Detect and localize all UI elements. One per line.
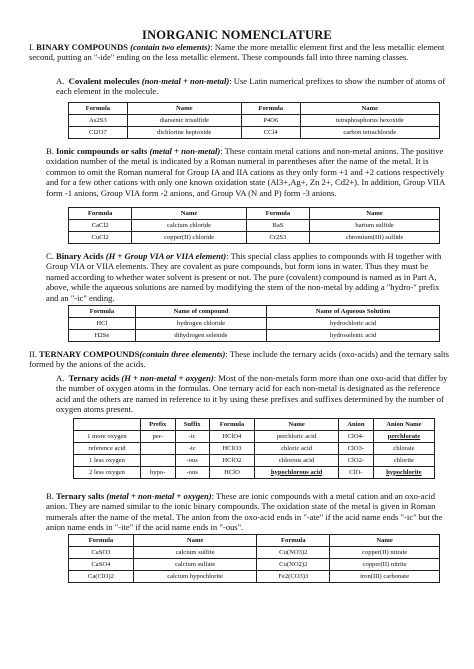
table-cell: per- bbox=[140, 431, 175, 443]
table-cell: 1 less oxygen bbox=[74, 455, 141, 467]
section-number: A. bbox=[56, 76, 65, 86]
table-header-row bbox=[69, 208, 440, 220]
table-header-row bbox=[74, 419, 435, 431]
section-subheading: (contain three elements) bbox=[139, 349, 226, 359]
table-cell: -ous bbox=[175, 455, 209, 467]
section-number: B. bbox=[46, 491, 54, 501]
section-heading: Covalent molecules bbox=[68, 76, 140, 86]
document-title: INORGANIC NOMENCLATURE bbox=[142, 28, 332, 42]
table-cell: calcium chloride bbox=[132, 220, 246, 232]
table-cell: -ic bbox=[175, 431, 209, 443]
table-row bbox=[74, 455, 435, 467]
section-ternary-compounds bbox=[29, 349, 449, 370]
table-cell: reference acid bbox=[74, 443, 141, 455]
table-row bbox=[69, 318, 440, 330]
table-cell: CCl4 bbox=[241, 127, 300, 139]
table-cell: As2S3 bbox=[69, 115, 128, 127]
section-binary-compounds bbox=[29, 42, 449, 63]
section-subheading: (H + non-metal + oxygen) bbox=[121, 373, 214, 383]
table-row bbox=[74, 443, 435, 455]
table-header-row bbox=[69, 535, 440, 547]
section-subheading: (contain two elements) bbox=[130, 42, 211, 52]
section-ionic-compounds bbox=[46, 146, 449, 198]
table-cell: perchloric acid bbox=[255, 431, 339, 443]
column-header: Formula bbox=[69, 306, 136, 318]
section-subheading: (metal + non-metal) bbox=[149, 146, 221, 156]
table-cell: H2Se bbox=[69, 330, 136, 342]
ternary-salts-table bbox=[68, 534, 440, 583]
section-number: B. bbox=[46, 146, 54, 156]
section-heading: Ternary acids bbox=[68, 373, 120, 383]
table-cell: copper(II) nitrate bbox=[330, 547, 440, 559]
table-cell: BaS bbox=[246, 220, 309, 232]
column-header: Formula bbox=[69, 103, 128, 115]
table-cell: hypochlorite bbox=[373, 467, 434, 479]
table-cell: barium sulfide bbox=[310, 220, 440, 232]
table-cell bbox=[140, 443, 175, 455]
table-cell: hydroselenic acid bbox=[267, 330, 440, 342]
column-header: Name bbox=[132, 208, 246, 220]
table-cell: 1 more oxygen bbox=[74, 431, 141, 443]
table-cell: hypo- bbox=[140, 467, 175, 479]
table-row bbox=[74, 467, 435, 479]
covalent-table bbox=[68, 102, 440, 139]
table-cell: Cu(NO2)2 bbox=[257, 559, 330, 571]
binary-acids-table bbox=[68, 305, 440, 342]
table-cell: iron(III) carbonate bbox=[330, 571, 440, 583]
table-cell: -ic bbox=[175, 443, 209, 455]
column-header: Name bbox=[133, 535, 257, 547]
table-row bbox=[69, 220, 440, 232]
ionic-table bbox=[68, 207, 440, 244]
section-number: A. bbox=[56, 373, 65, 383]
table-cell: dihydrogen selenide bbox=[135, 330, 266, 342]
column-header: Name of Aqueous Solution bbox=[267, 306, 440, 318]
column-header: Name bbox=[255, 419, 339, 431]
column-header: Name bbox=[300, 103, 439, 115]
table-cell: 2 less oxygen bbox=[74, 467, 141, 479]
table-cell: CuCl2 bbox=[69, 232, 132, 244]
table-cell: CaSO3 bbox=[69, 547, 134, 559]
table-cell: copper(II) chloride bbox=[132, 232, 246, 244]
section-number: I. bbox=[29, 42, 35, 52]
table-cell: Cu(NO3)2 bbox=[257, 547, 330, 559]
table-cell: Cr2S3 bbox=[246, 232, 309, 244]
table-row bbox=[74, 431, 435, 443]
table-row bbox=[69, 559, 440, 571]
table-cell: diarsenic trisulfide bbox=[127, 115, 241, 127]
column-header: Anion bbox=[338, 419, 373, 431]
column-header: Name bbox=[127, 103, 241, 115]
table-cell: CaSO4 bbox=[69, 559, 134, 571]
table-cell: calcium sulfite bbox=[133, 547, 257, 559]
table-cell: dichlorine heptoxide bbox=[127, 127, 241, 139]
section-heading: Ternary salts bbox=[56, 491, 105, 501]
section-text: : These contain metal cations and non-metal anions. The positive oxidation number of the metal is indicated by a Roman numeral in parentheses after the name of the metal. It is common to omit the Roman numeral for Group IA and IIA cations as they only form +1 and +2 cations respectively and for a few other cations with only one known oxidation state (Al3+,Ag+, Zn 2+, Cd2+). In addition, Group VIIA form -1 anions, Group VIA form -2 anions, and Group VA (N and P) form -3 anions. bbox=[46, 146, 445, 198]
table-cell: tetraphosphorus hexoxide bbox=[300, 115, 439, 127]
table-cell: HClO bbox=[209, 467, 254, 479]
table-cell: ClO3- bbox=[338, 443, 373, 455]
section-text: : Most of the non-metals form more than one oxo-acid that differ by the number of oxygen atoms in the formulas. One ternary acid for each non-metal is designated as the reference acid and the others are named in reference to it by using these prefixes and suffixes determined by the number of oxygen atoms present. bbox=[56, 373, 448, 415]
section-text: : Use Latin numerical prefixes to show the number of atoms of each element in the molecule. bbox=[56, 76, 446, 97]
column-header: Formula bbox=[69, 208, 132, 220]
section-subheading: (non-metal + non-metal) bbox=[141, 76, 230, 86]
ternary-acids-table bbox=[73, 418, 435, 479]
table-cell: HClO4 bbox=[209, 431, 254, 443]
section-binary-acids bbox=[46, 251, 449, 303]
table-cell: Ca(ClO)2 bbox=[69, 571, 134, 583]
table-cell: copper(II) nitrite bbox=[330, 559, 440, 571]
table-cell: HCl bbox=[69, 318, 136, 330]
section-number: C. bbox=[46, 251, 54, 261]
table-cell: CaCl2 bbox=[69, 220, 132, 232]
column-header: Name bbox=[310, 208, 440, 220]
table-cell: ClO2- bbox=[338, 455, 373, 467]
table-header-row bbox=[69, 103, 440, 115]
section-ternary-salts bbox=[46, 491, 449, 533]
column-header: Anion Name bbox=[373, 419, 434, 431]
table-cell: ClO4- bbox=[338, 431, 373, 443]
table-cell: chloric acid bbox=[255, 443, 339, 455]
section-heading: BINARY COMPOUNDS bbox=[36, 42, 128, 52]
table-cell bbox=[140, 455, 175, 467]
table-cell: hydrogen chloride bbox=[135, 318, 266, 330]
section-covalent-molecules bbox=[56, 76, 449, 97]
table-cell: hypochlorous acid bbox=[255, 467, 339, 479]
section-heading: Ionic compounds or salts bbox=[56, 146, 148, 156]
column-header bbox=[74, 419, 141, 431]
section-heading: Binary Acids bbox=[56, 251, 104, 261]
section-ternary-acids bbox=[56, 373, 449, 415]
table-header-row bbox=[69, 306, 440, 318]
section-number: II. bbox=[29, 349, 37, 359]
table-cell: Fe2(CO3)3 bbox=[257, 571, 330, 583]
table-cell: ClO- bbox=[338, 467, 373, 479]
section-subheading: (metal + non-metal + oxygen) bbox=[106, 491, 212, 501]
table-row bbox=[69, 330, 440, 342]
column-header: Name of compound bbox=[135, 306, 266, 318]
table-cell: chlorate bbox=[373, 443, 434, 455]
section-text: : Name the more metallic element first and the less metallic element second, putting an "-ide" ending on the less metallic element. These compounds fall into three naming classes. bbox=[29, 42, 445, 63]
table-cell: chlorite bbox=[373, 455, 434, 467]
table-row bbox=[69, 232, 440, 244]
table-cell: perchlorate bbox=[373, 431, 434, 443]
column-header: Name bbox=[330, 535, 440, 547]
table-cell: calcium hypochlorite bbox=[133, 571, 257, 583]
section-text: : These are ionic compounds with a metal cation and an oxo-acid anion. They are named similar to the ionic binary compounds. The oxidation state of the metal is given in Roman numerals after the name of the metal. The anion from the oxo-acid ends in "-ate" if the acid name ends "-ic" but the anion name ends in "-ite" if the acid name ends in "-ous". bbox=[46, 491, 443, 533]
table-cell: calcium sulfate bbox=[133, 559, 257, 571]
section-text: : This special class applies to compounds with H together with Group VIA or VIIA elements. They are covalent as pure compounds, but form ions in water. Thus they must be named according to whether water solvent is present or not. The pure (covalent) compound is named as in Part A, above, while the aqueous solutions are named by modifying the stem of the non-metal by adding a "hydro-" prefix and an "-ic" ending. bbox=[46, 251, 442, 303]
table-cell: P4O6 bbox=[241, 115, 300, 127]
table-cell: chromium(III) sulfide bbox=[310, 232, 440, 244]
column-header: Formula bbox=[246, 208, 309, 220]
table-cell: chlorous acid bbox=[255, 455, 339, 467]
table-cell: hydrochloric acid bbox=[267, 318, 440, 330]
table-cell: HClO3 bbox=[209, 443, 254, 455]
table-cell: HClO2 bbox=[209, 455, 254, 467]
section-heading: TERNARY COMPOUNDS bbox=[39, 349, 140, 359]
column-header: Formula bbox=[257, 535, 330, 547]
column-header: Formula bbox=[241, 103, 300, 115]
table-cell: Cl2O7 bbox=[69, 127, 128, 139]
column-header: Prefix bbox=[140, 419, 175, 431]
table-row bbox=[69, 571, 440, 583]
column-header: Formula bbox=[209, 419, 254, 431]
section-text: : These include the ternary acids (oxo-acids) and the ternary salts formed by the anions of the acids. bbox=[29, 349, 450, 370]
section-subheading: (H + Group VIA or VIIA element) bbox=[105, 251, 227, 261]
column-header: Suffix bbox=[175, 419, 209, 431]
table-cell: -ous bbox=[175, 467, 209, 479]
column-header: Formula bbox=[69, 535, 134, 547]
table-row bbox=[69, 127, 440, 139]
table-row bbox=[69, 547, 440, 559]
table-row bbox=[69, 115, 440, 127]
table-cell: carbon tetrachloride bbox=[300, 127, 439, 139]
